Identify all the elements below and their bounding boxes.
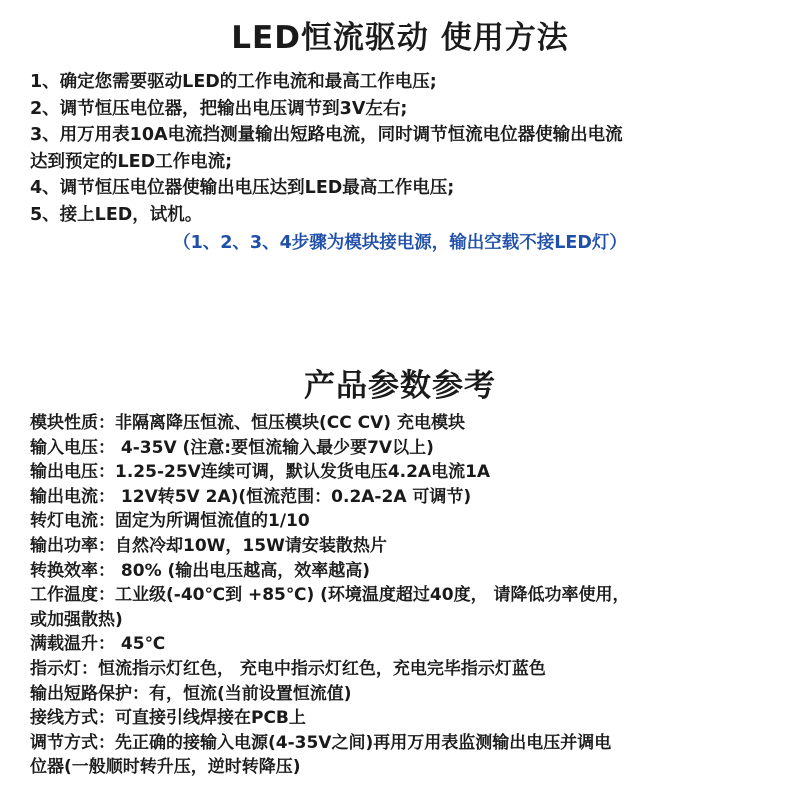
param-line: 输出电流： 12V转5V 2A)(恒流范围：0.2A-2A 可调节) (30, 486, 472, 507)
param-line: 转灯电流：固定为所调恒流值的1/10 (30, 511, 310, 532)
usage-note: （1、2、3、4步骤为模块接电源，输出空载不接LED灯） (173, 233, 627, 253)
param-line: 转换效率： 80% (输出电压越高，效率越高) (30, 560, 371, 581)
params-list (30, 411, 790, 780)
usage-step-line: 4、调节恒压电位器使输出电压达到LED最高工作电压; (30, 178, 455, 198)
param-line: 输出功率：自然冷却10W，15W请安装散热片 (30, 535, 387, 556)
usage-step-line: 2、调节恒压电位器，把输出电压调节到3V左右; (30, 98, 408, 119)
param-line: 工作温度：工业级(-40℃到 +85℃) (环境温度超过40度， 请降低功率使用， (30, 585, 630, 606)
param-line: 输出短路保护：有，恒流(当前设置恒流值) (30, 683, 352, 704)
usage-step-line: 5、接上LED，试机。 (30, 204, 203, 225)
param-line: 输入电压： 4-35V (注意:要恒流输入最少要7V以上) (30, 437, 434, 458)
usage-step-line: 1、确定您需要驱动LED的工作电流和最高工作电压; (30, 72, 437, 92)
param-line: 位器(一般顺时转升压，逆时转降压) (30, 757, 301, 778)
param-line: 或加强散热) (30, 609, 123, 630)
param-line: 满载温升： 45℃ (30, 634, 166, 655)
usage-steps (30, 69, 790, 228)
param-line: 接线方式：可直接引线焊接在PCB上 (30, 708, 306, 729)
usage-step-line: 3、用万用表10A电流挡测量输出短路电流，同时调节恒流电位器使输出电流 (30, 125, 623, 145)
usage-title: LED恒流驱动 使用方法 (231, 20, 569, 56)
param-line: 指示灯：恒流指示灯红色， 充电中指示灯红色，充电完毕指示灯蓝色 (30, 658, 546, 679)
params-title: 产品参数参考 (304, 368, 496, 404)
usage-step-line: 达到预定的LED工作电流; (30, 151, 233, 172)
param-line: 调节方式：先正确的接输入电源(4-35V之间)再用万用表监测输出电压并调电 (30, 732, 612, 753)
param-line: 输出电压：1.25-25V连续可调，默认发货电压4.2A电流1A (30, 462, 491, 483)
param-line: 模块性质：非隔离降压恒流、恒压模块(CC CV) 充电模块 (30, 413, 465, 433)
